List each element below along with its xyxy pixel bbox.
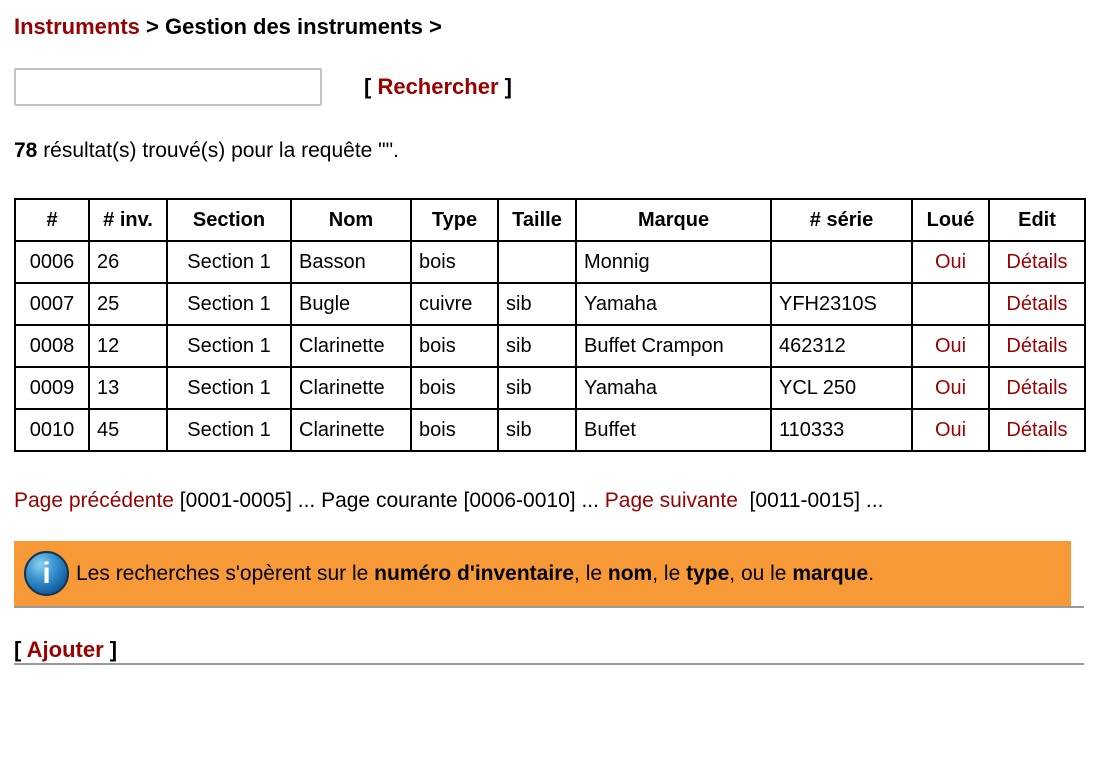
cell-num: 0007: [15, 283, 89, 325]
info-text-part: Les recherches s'opèrent sur le: [76, 562, 375, 585]
cell-marque: Buffet Crampon: [576, 325, 771, 367]
add-close-bracket: ]: [103, 637, 118, 662]
cell-type: bois: [411, 409, 498, 451]
details-link[interactable]: Détails: [1006, 419, 1068, 441]
cell-inv: 13: [89, 367, 167, 409]
cell-section: Section 1: [167, 241, 291, 283]
instruments-table: [14, 198, 1086, 452]
info-box: [14, 541, 1071, 606]
cell-edit: [989, 367, 1085, 409]
results-suffix: résultat(s) trouvé(s) pour la requête "".: [37, 139, 399, 162]
cell-edit: [989, 283, 1085, 325]
cell-section: Section 1: [167, 367, 291, 409]
info-text-part: nom: [607, 562, 653, 585]
breadcrumb: [14, 14, 1084, 40]
info-text: [76, 561, 874, 586]
cell-section: Section 1: [167, 325, 291, 367]
col-header-type: Type: [411, 199, 498, 241]
cell-num: 0009: [15, 367, 89, 409]
cell-edit: [989, 325, 1085, 367]
page-previous-link[interactable]: Page précédente: [14, 489, 174, 512]
cell-nom: Clarinette: [291, 367, 411, 409]
cell-type: bois: [411, 241, 498, 283]
cell-inv: 45: [89, 409, 167, 451]
cell-inv: 26: [89, 241, 167, 283]
cell-nom: Bugle: [291, 283, 411, 325]
add-open-bracket: [: [14, 637, 27, 662]
search-close-bracket: ]: [498, 74, 512, 99]
cell-num: 0006: [15, 241, 89, 283]
results-count: 78: [14, 139, 38, 162]
col-header-section: Section: [167, 199, 291, 241]
cell-section: Section 1: [167, 409, 291, 451]
cell-loue: Oui: [912, 241, 989, 283]
cell-edit: [989, 241, 1085, 283]
add-row: [14, 637, 1084, 663]
cell-type: cuivre: [411, 283, 498, 325]
col-header-loue: Loué: [912, 199, 989, 241]
divider: [14, 663, 1084, 665]
col-header-nom: Nom: [291, 199, 411, 241]
info-text-part: numéro d'inventaire: [374, 562, 575, 585]
search-input[interactable]: [14, 68, 322, 106]
add-button[interactable]: Ajouter: [26, 637, 104, 662]
info-icon: [24, 551, 69, 596]
details-link[interactable]: Détails: [1006, 335, 1068, 357]
cell-type: bois: [411, 325, 498, 367]
pagination: [14, 489, 1084, 513]
info-text-part: , le: [652, 562, 687, 585]
col-header-num: #: [15, 199, 89, 241]
cell-loue: Oui: [912, 409, 989, 451]
table-row: [15, 409, 1085, 451]
cell-loue: Oui: [912, 367, 989, 409]
cell-taille: sib: [498, 283, 576, 325]
cell-taille: sib: [498, 409, 576, 451]
col-header-inv: # inv.: [89, 199, 167, 241]
details-link[interactable]: Détails: [1006, 251, 1068, 273]
search-button[interactable]: Rechercher: [377, 74, 499, 99]
cell-loue: [912, 283, 989, 325]
table-row: [15, 241, 1085, 283]
table-row: [15, 283, 1085, 325]
breadcrumb-rest: > Gestion des instruments >: [139, 14, 442, 39]
details-link[interactable]: Détails: [1006, 377, 1068, 399]
info-text-part: , ou le: [729, 562, 793, 585]
cell-serie: YFH2310S: [771, 283, 912, 325]
cell-marque: Yamaha: [576, 367, 771, 409]
search-open-bracket: [: [364, 74, 378, 99]
cell-serie: 110333: [771, 409, 912, 451]
cell-serie: YCL 250: [771, 367, 912, 409]
divider: [14, 606, 1084, 608]
cell-marque: Buffet: [576, 409, 771, 451]
cell-serie: 462312: [771, 325, 912, 367]
cell-nom: Clarinette: [291, 325, 411, 367]
cell-nom: Basson: [291, 241, 411, 283]
cell-marque: Yamaha: [576, 283, 771, 325]
cell-taille: [498, 241, 576, 283]
cell-loue: Oui: [912, 325, 989, 367]
results-summary: [14, 139, 1084, 163]
pagination-middle-text: [0001-0005] ... Page courante [0006-0010] ...: [173, 489, 605, 512]
search-row: [14, 68, 1084, 106]
cell-taille: sib: [498, 367, 576, 409]
col-header-edit: Edit: [989, 199, 1085, 241]
cell-inv: 25: [89, 283, 167, 325]
table-row: [15, 325, 1085, 367]
cell-serie: [771, 241, 912, 283]
page-next-link[interactable]: Page suivante: [604, 489, 738, 512]
info-text-part: .: [868, 562, 875, 585]
details-link[interactable]: Détails: [1006, 293, 1068, 315]
cell-num: 0010: [15, 409, 89, 451]
info-text-part: type: [686, 562, 730, 585]
col-header-serie: # série: [771, 199, 912, 241]
cell-type: bois: [411, 367, 498, 409]
cell-num: 0008: [15, 325, 89, 367]
search-button-wrap: [364, 74, 512, 100]
cell-section: Section 1: [167, 283, 291, 325]
table-row: [15, 367, 1085, 409]
info-text-part: marque: [792, 562, 869, 585]
cell-nom: Clarinette: [291, 409, 411, 451]
cell-inv: 12: [89, 325, 167, 367]
info-text-part: , le: [574, 562, 608, 585]
col-header-marque: Marque: [576, 199, 771, 241]
cell-marque: Monnig: [576, 241, 771, 283]
col-header-taille: Taille: [498, 199, 576, 241]
breadcrumb-link-instruments[interactable]: Instruments: [14, 14, 140, 39]
cell-edit: [989, 409, 1085, 451]
table-header-row: [15, 199, 1085, 241]
pagination-tail-text: [0011-0015] ...: [737, 489, 884, 512]
cell-taille: sib: [498, 325, 576, 367]
